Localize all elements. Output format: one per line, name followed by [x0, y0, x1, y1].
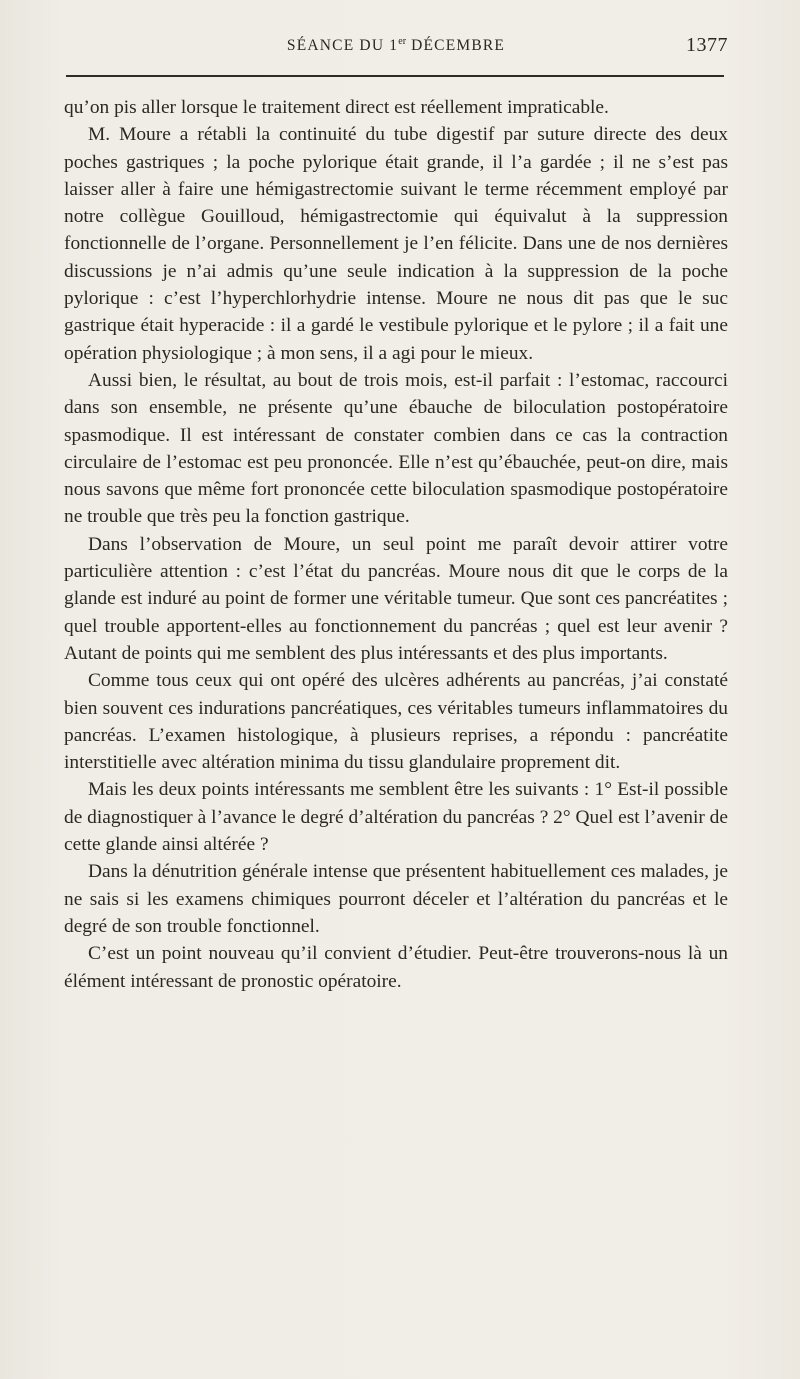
- paragraph: C’est un point nouveau qu’il convient d’étudier. Peut-être trouverons-nous là un élément intéressant de pronostic opératoire.: [64, 943, 728, 992]
- header-rule: [66, 75, 724, 77]
- page-number: 1377: [686, 34, 728, 56]
- paragraph: M. Moure a rétabli la continuité du tube digestif par suture directe des deux poches gastriques ; la poche pylorique était grande, il l’a gardée ; il ne s’est pas laisser aller à faire une hémigastrectomie suivant le terme récemment employé par notre collègue Gouilloud, hémigastrectomie qui équivalut à la suppression fonctionnelle de l’organe. Personnellement je l’en félicite. Dans une de nos dernières discussions je n’ai admis qu’une seule indication à la suppression de la poche pylorique : c’est l’hyperchlorhydrie intense. Moure ne nous dit pas que le suc gastrique était hyperacide : il a gardé le vestibule pylorique et le pylore ; il a fait une opération physiologique ; à mon sens, il a agi pour le mieux.: [64, 124, 728, 364]
- body-text: [64, 94, 728, 995]
- running-title-main: SÉANCE DU 1: [286, 37, 399, 54]
- page-header: [64, 34, 728, 64]
- running-title-month: DÉCEMBRE: [406, 37, 506, 54]
- paragraph: Comme tous ceux qui ont opéré des ulcères adhérents au pancréas, j’ai constaté bien souvent ces indurations pancréatiques, ces véritables tumeurs inflammatoires du pancréas. L’examen histologique, à plusieurs reprises, a répondu : pancréatite interstitielle avec altération minima du tissu glandulaire proprement dit.: [64, 670, 728, 774]
- running-title-superscript: er: [398, 36, 407, 47]
- running-title: [64, 36, 728, 55]
- paragraph: Dans la dénutrition générale intense que présentent habituellement ces malades, je ne sais si les examens chimiques pourront déceler et l’altération du pancréas et le degré de son trouble fonctionnel.: [64, 861, 728, 937]
- paragraph: qu’on pis aller lorsque le traitement direct est réellement impraticable.: [64, 97, 609, 118]
- paragraph: Dans l’observation de Moure, un seul point me paraît devoir attirer votre particulière attention : c’est l’état du pancréas. Moure nous dit que le corps de la glande est induré au point de former une véritable tumeur. Que sont ces pancréatites ; quel trouble apportent-elles au fonctionnement du pancréas ; quel est leur avenir ? Autant de points qui me semblent des plus intéressants et des plus importants.: [64, 533, 728, 664]
- paragraph: Mais les deux points intéressants me semblent être les suivants : 1° Est-il possible de diagnostiquer à l’avance le degré d’altération du pancréas ? 2° Quel est l’avenir de cette glande ainsi altérée ?: [64, 779, 728, 856]
- paragraph: Aussi bien, le résultat, au bout de trois mois, est-il parfait : l’estomac, raccourci dans son ensemble, ne présente qu’une ébauche de biloculation postopératoire spasmodique. Il est intéressant de constater combien dans ce cas la contraction circulaire de l’estomac est peu prononcée. Elle n’est qu’ébauchée, peut-on dire, mais nous savons que même fort prononcée cette biloculation spasmodique postopératoire ne trouble que très peu la fonction gastrique.: [64, 369, 728, 528]
